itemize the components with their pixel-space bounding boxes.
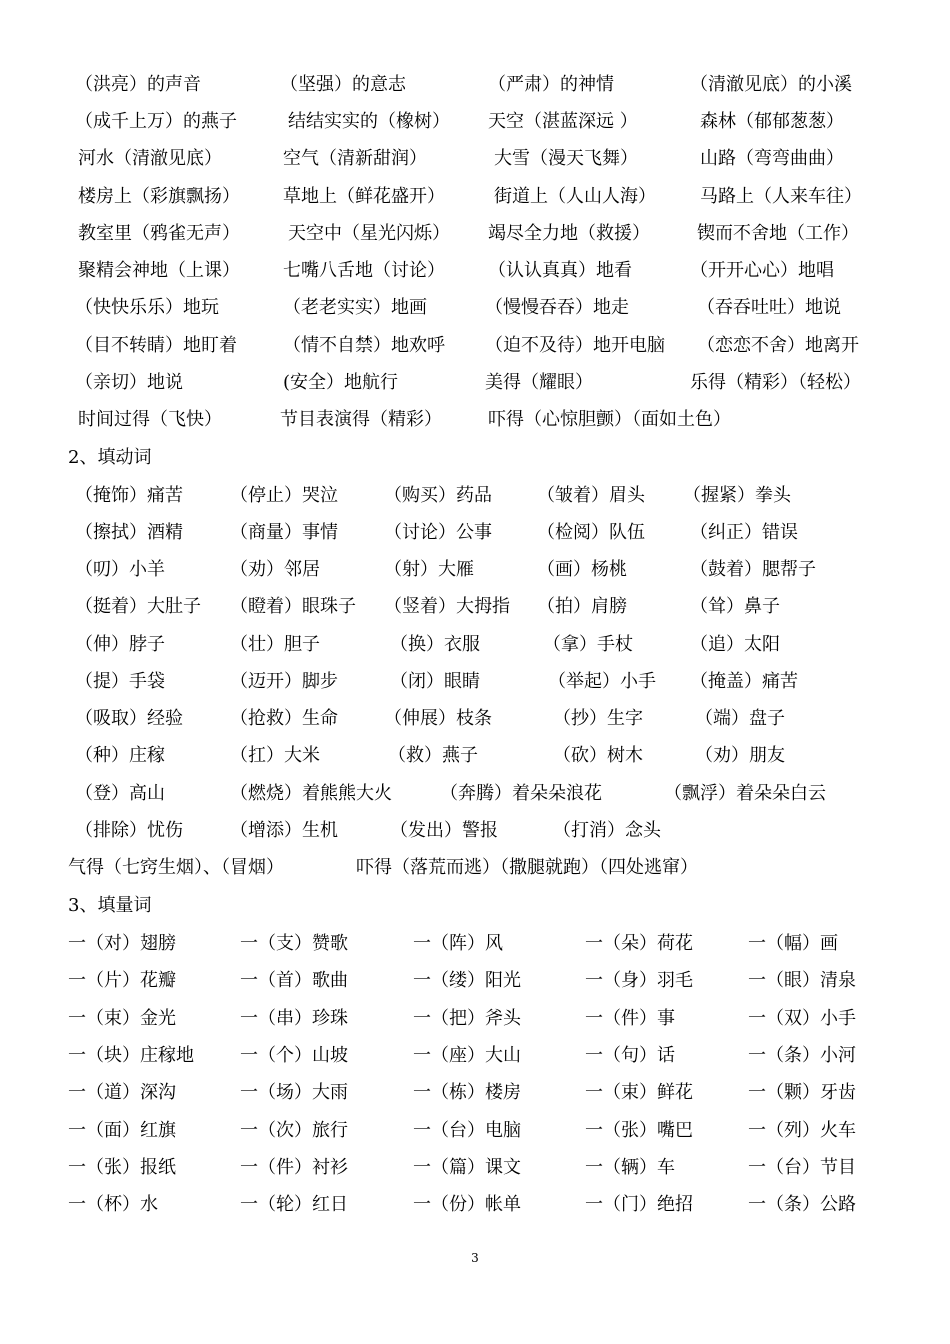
phrase: 一（辆）车	[585, 1157, 675, 1178]
phrase: 一（张）报纸	[68, 1157, 176, 1178]
phrase: 一（条）公路	[748, 1194, 856, 1215]
phrase: （壮）胆子	[230, 634, 320, 655]
phrase: 美得（耀眼）	[485, 372, 593, 393]
phrase: （端）盘子	[695, 708, 785, 729]
verb-row	[0, 518, 950, 548]
phrase: （举起）小手	[548, 671, 656, 692]
phrase: （亲切）地说	[75, 372, 183, 393]
phrase: 空气（清新甜润）	[283, 148, 427, 169]
adjective-row	[0, 293, 950, 323]
phrase: （竖着）大拇指	[384, 596, 510, 617]
phrase: （追）太阳	[690, 634, 780, 655]
phrase: （恋恋不舍）地离开	[697, 335, 859, 356]
measure-word-row	[0, 966, 950, 996]
phrase: 一（轮）红日	[240, 1194, 348, 1215]
phrase: （清澈见底）的小溪	[690, 74, 852, 95]
phrase: 一（句）话	[585, 1045, 675, 1066]
verb-row	[0, 816, 950, 846]
phrase: 结结实实的（橡树）	[288, 111, 450, 132]
phrase: 教室里（鸦雀无声）	[78, 223, 240, 244]
phrase: （换）衣服	[390, 634, 480, 655]
phrase: 一（件）衬衫	[240, 1157, 348, 1178]
phrase: （拍）肩膀	[537, 596, 627, 617]
phrase: （瞪着）眼珠子	[230, 596, 356, 617]
adjective-row	[0, 219, 950, 249]
phrase: 乐得（精彩）（轻松）	[690, 372, 861, 393]
phrase: 一（杯）水	[68, 1194, 158, 1215]
measure-word-row	[0, 929, 950, 959]
phrase: （商量）事情	[230, 522, 338, 543]
adjective-row	[0, 70, 950, 100]
phrase: （擦拭）酒精	[75, 522, 183, 543]
phrase: 时间过得（飞快）	[78, 409, 222, 430]
measure-word-row	[0, 1116, 950, 1146]
phrase: （砍）树木	[553, 745, 643, 766]
phrase: 一（对）翅膀	[68, 933, 176, 954]
phrase: 聚精会神地（上课）	[78, 260, 240, 281]
phrase: 一（份）帐单	[413, 1194, 521, 1215]
phrase: 一（篇）课文	[413, 1157, 521, 1178]
phrase: （提）手袋	[75, 671, 165, 692]
phrase: （慢慢吞吞）地走	[485, 297, 629, 318]
phrase: 竭尽全力地（救援）	[488, 223, 650, 244]
phrase: 一（台）电脑	[413, 1120, 521, 1141]
phrase: 一（首）歌曲	[240, 970, 348, 991]
phrase: （吞吞吐吐）地说	[697, 297, 841, 318]
phrase: 一（座）大山	[413, 1045, 521, 1066]
phrase: （叨）小羊	[75, 559, 165, 580]
phrase: （救）燕子	[388, 745, 478, 766]
verb-row	[0, 704, 950, 734]
phrase: 一（件）事	[585, 1008, 675, 1029]
phrase: 街道上（人山人海）	[494, 186, 656, 207]
phrase: 一（串）珍珠	[240, 1008, 348, 1029]
phrase: （闭）眼睛	[390, 671, 480, 692]
phrase: （皱着）眉头	[537, 485, 645, 506]
adjective-row	[0, 405, 950, 435]
phrase: （伸展）枝条	[384, 708, 492, 729]
phrase: （射）大雁	[384, 559, 474, 580]
phrase: （掩盖）痛苦	[690, 671, 798, 692]
phrase: 马路上（人来车往）	[700, 186, 862, 207]
phrase: 天空（湛蓝深远 ）	[488, 111, 638, 132]
phrase: 节目表演得（精彩）	[280, 409, 442, 430]
phrase: （抢救）生命	[230, 708, 338, 729]
phrase: （登）高山	[75, 783, 165, 804]
adjective-row	[0, 182, 950, 212]
phrase: 吓得（落荒而逃）（撒腿就跑）（四处逃窜）	[356, 857, 698, 878]
phrase: （情不自禁）地欢呼	[283, 335, 445, 356]
phrase: 一（身）羽毛	[585, 970, 693, 991]
phrase: 吓得（心惊胆颤）（面如土色）	[488, 409, 731, 430]
section-heading: 3、填量词	[68, 895, 152, 916]
phrase: 一（束）金光	[68, 1008, 176, 1029]
phrase: （拿）手杖	[543, 634, 633, 655]
phrase: （开开心心）地唱	[690, 260, 834, 281]
phrase: （鼓着）腮帮子	[690, 559, 816, 580]
phrase: 一（条）小河	[748, 1045, 856, 1066]
phrase: （迫不及待）地开电脑	[485, 335, 665, 356]
phrase: （讨论）公事	[384, 522, 492, 543]
phrase: 一（门）绝招	[585, 1194, 693, 1215]
phrase: 一（双）小手	[748, 1008, 856, 1029]
phrase: （停止）哭泣	[230, 485, 338, 506]
phrase: 七嘴八舌地（讨论）	[283, 260, 445, 281]
phrase: 一（颗）牙齿	[748, 1082, 856, 1103]
phrase: （认认真真）地看	[488, 260, 632, 281]
phrase: （种）庄稼	[75, 745, 165, 766]
phrase: （老老实实）地画	[283, 297, 427, 318]
phrase: （抄）生字	[553, 708, 643, 729]
phrase: 一（支）赞歌	[240, 933, 348, 954]
page-number: 3	[471, 1251, 479, 1265]
phrase: 锲而不舍地（工作）	[697, 223, 859, 244]
verb-row	[0, 592, 950, 622]
adjective-row	[0, 107, 950, 137]
verb-row	[0, 741, 950, 771]
measure-word-row	[0, 1153, 950, 1183]
phrase: （吸取）经验	[75, 708, 183, 729]
adjective-row	[0, 368, 950, 398]
phrase: 山路（弯弯曲曲）	[700, 148, 844, 169]
phrase: 一（张）嘴巴	[585, 1120, 693, 1141]
phrase: （画）杨桃	[537, 559, 627, 580]
phrase: （增添）生机	[230, 820, 338, 841]
phrase: 一（列）火车	[748, 1120, 856, 1141]
phrase: 一（个）山坡	[240, 1045, 348, 1066]
phrase: 一（面）红旗	[68, 1120, 176, 1141]
verb-row	[0, 630, 950, 660]
phrase: (安全）地航行	[283, 372, 399, 393]
phrase: （排除）忧伤	[75, 820, 183, 841]
phrase: 一（次）旅行	[240, 1120, 348, 1141]
phrase: 一（片）花瓣	[68, 970, 176, 991]
phrase: （伸）脖子	[75, 634, 165, 655]
measure-word-row	[0, 1041, 950, 1071]
phrase: 一（阵）风	[413, 933, 503, 954]
phrase: 一（道）深沟	[68, 1082, 176, 1103]
phrase: 天空中（星光闪烁）	[288, 223, 450, 244]
phrase: （迈开）脚步	[230, 671, 338, 692]
phrase: （挺着）大肚子	[75, 596, 201, 617]
phrase: 大雪（漫天飞舞）	[494, 148, 638, 169]
verb-row	[0, 853, 950, 883]
verb-row	[0, 555, 950, 585]
phrase: （耸）鼻子	[690, 596, 780, 617]
phrase: （购买）药品	[384, 485, 492, 506]
verb-row	[0, 667, 950, 697]
phrase: 一（场）大雨	[240, 1082, 348, 1103]
verb-row	[0, 779, 950, 809]
phrase: 一（束）鲜花	[585, 1082, 693, 1103]
phrase: （劝）朋友	[695, 745, 785, 766]
measure-word-row	[0, 1190, 950, 1220]
phrase: 一（缕）阳光	[413, 970, 521, 991]
phrase: 一（台）节目	[748, 1157, 856, 1178]
phrase: （飘浮）着朵朵白云	[664, 783, 826, 804]
phrase: （打消）念头	[553, 820, 661, 841]
phrase: （劝）邻居	[230, 559, 320, 580]
phrase: （洪亮）的声音	[75, 74, 201, 95]
adjective-row	[0, 256, 950, 286]
phrase: （成千上万）的燕子	[75, 111, 237, 132]
phrase: 草地上（鲜花盛开）	[283, 186, 445, 207]
phrase: 河水（清澈见底）	[78, 148, 222, 169]
phrase: （目不转睛）地盯着	[75, 335, 237, 356]
section-heading: 2、填动词	[68, 447, 152, 468]
phrase: （纠正）错误	[690, 522, 798, 543]
phrase: （掩饰）痛苦	[75, 485, 183, 506]
phrase: 一（幅）画	[748, 933, 838, 954]
phrase: 一（朵）荷花	[585, 933, 693, 954]
adjective-row	[0, 331, 950, 361]
phrase: 一（栋）楼房	[413, 1082, 521, 1103]
phrase: 气得（七窍生烟）、（冒烟）	[68, 857, 284, 878]
phrase: （奔腾）着朵朵浪花	[440, 783, 602, 804]
phrase: （严肃）的神情	[488, 74, 614, 95]
phrase: 楼房上（彩旗飘扬）	[78, 186, 240, 207]
phrase: （发出）警报	[390, 820, 498, 841]
phrase: 一（把）斧头	[413, 1008, 521, 1029]
phrase: （扛）大米	[230, 745, 320, 766]
measure-word-row	[0, 1004, 950, 1034]
phrase: 一（眼）清泉	[748, 970, 856, 991]
phrase: （坚强）的意志	[280, 74, 406, 95]
phrase: （检阅）队伍	[537, 522, 645, 543]
phrase: 森林（郁郁葱葱）	[700, 111, 844, 132]
phrase: （燃烧）着熊熊大火	[230, 783, 392, 804]
verb-row	[0, 481, 950, 511]
measure-word-row	[0, 1078, 950, 1108]
phrase: （快快乐乐）地玩	[75, 297, 219, 318]
phrase: 一（块）庄稼地	[68, 1045, 194, 1066]
phrase: （握紧）拳头	[683, 485, 791, 506]
adjective-row	[0, 144, 950, 174]
